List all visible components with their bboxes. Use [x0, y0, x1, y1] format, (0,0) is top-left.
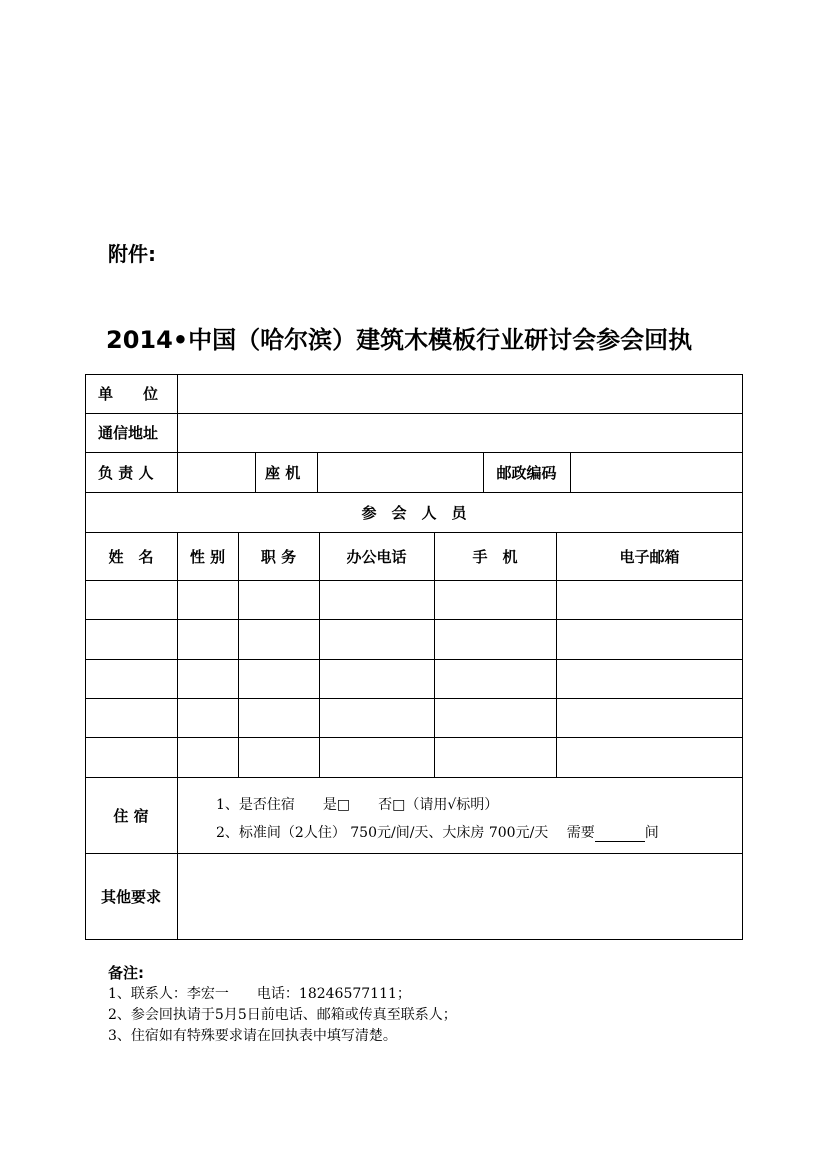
notes-section [108, 963, 457, 1047]
unit-input[interactable] [178, 375, 742, 413]
person-in-charge-input[interactable] [178, 453, 255, 492]
col-header-office-phone: 办公电话 [346, 547, 407, 566]
registration-form-table [85, 374, 743, 940]
table-border-bottom [85, 939, 743, 940]
row-divider [85, 777, 743, 778]
landline-label: 座 机 [265, 463, 301, 482]
attendee-row-1[interactable] [86, 581, 742, 619]
col-header-position: 职 务 [260, 547, 297, 566]
attendees-header: 参 会 人 员 [361, 503, 467, 522]
note-item: 3、住宿如有特殊要求请在回执表中填写清楚。 [108, 1028, 397, 1044]
address-label: 通信地址 [98, 424, 159, 442]
attendee-row-3[interactable] [86, 660, 742, 698]
form-title: 2014•中国（哈尔滨）建筑木模板行业研讨会参会回执 [106, 326, 693, 354]
attendee-row-4[interactable] [86, 699, 742, 737]
notes-heading: 备注: [108, 964, 144, 982]
room-rate-text: 2、标准间（2人住） 750元/间/天、大床房 700元/天 需要 [216, 825, 595, 841]
room-count-blank[interactable] [595, 827, 645, 842]
landline-input[interactable] [318, 453, 483, 492]
room-unit-text: 间 [644, 825, 659, 841]
col-header-name: 姓 名 [108, 547, 154, 566]
other-requirements-input[interactable] [178, 854, 742, 939]
attendee-row-2[interactable] [86, 620, 742, 659]
attendee-row-5[interactable] [86, 738, 742, 777]
col-header-mobile: 手 机 [472, 547, 518, 566]
note-item: 1、联系人：李宏一 电话：18246577111； [108, 986, 411, 1002]
lodging-label: 住 宿 [113, 806, 149, 825]
postcode-label: 邮政编码 [496, 463, 557, 482]
other-requirements-label: 其他要求 [100, 887, 161, 906]
unit-label: 单 位 [98, 385, 159, 403]
col-header-email: 电子邮箱 [619, 547, 680, 566]
lodging-option-line[interactable]: 1、是否住宿 是□ 否□（请用√标明） [216, 797, 499, 813]
attachment-label: 附件: [108, 242, 156, 266]
room-rate-line[interactable] [216, 822, 659, 842]
person-in-charge-label: 负 责 人 [98, 463, 154, 482]
col-header-gender: 性 别 [189, 547, 226, 566]
postcode-input[interactable] [571, 453, 742, 492]
note-item: 2、参会回执请于5月5日前电话、邮箱或传真至联系人； [108, 1007, 457, 1023]
table-border-right [742, 374, 743, 940]
address-input[interactable] [178, 414, 742, 452]
